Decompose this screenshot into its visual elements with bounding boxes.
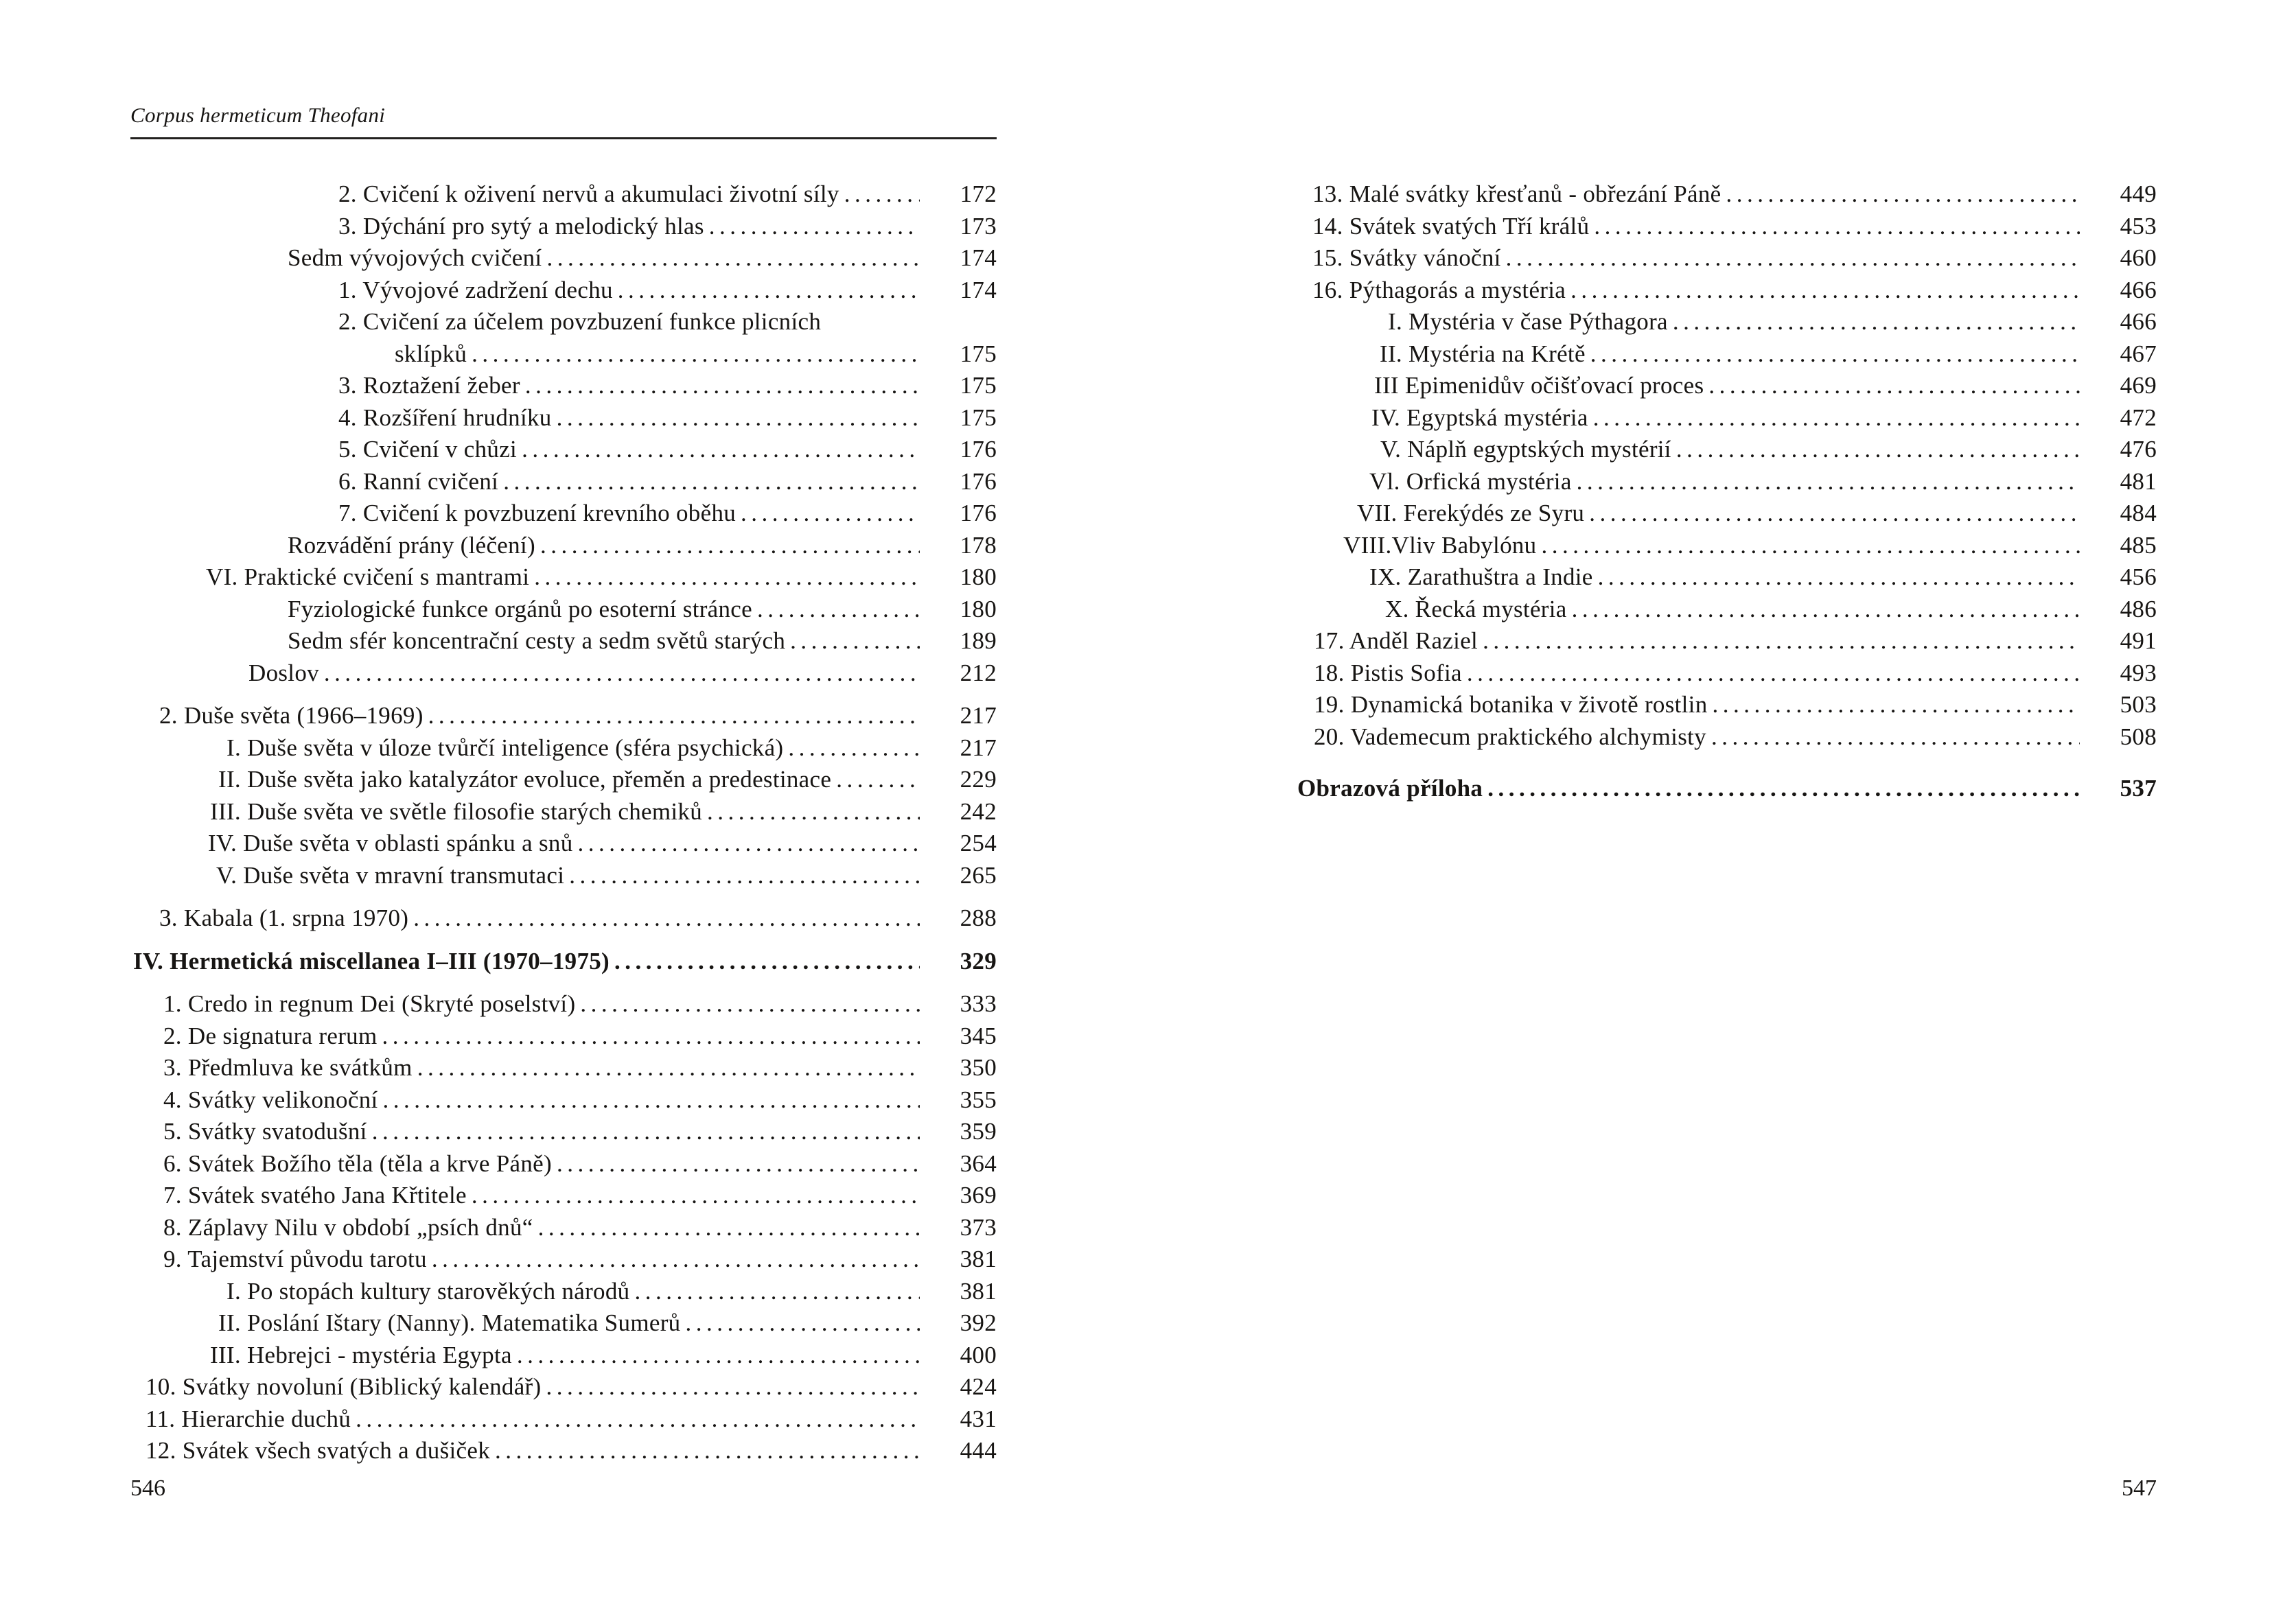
toc-entry-page: 431 bbox=[960, 1405, 997, 1432]
toc-entry-title: 5. Svátky svatodušní bbox=[163, 1118, 367, 1145]
page-number-left: 546 bbox=[130, 1475, 165, 1501]
toc-entry bbox=[130, 1116, 997, 1148]
toc-entry-page: 444 bbox=[960, 1437, 997, 1464]
dot-leader bbox=[1483, 773, 2080, 805]
dot-leader bbox=[552, 402, 920, 434]
toc-entry-title: II. Duše světa jako katalyzátor evoluce, přeměn a predestinace bbox=[218, 766, 832, 793]
toc-entry-page: 173 bbox=[960, 212, 997, 240]
toc-entry-title: Obrazová příloha bbox=[1297, 775, 1483, 802]
toc-entry-title: IV. Hermetická miscellanea I–III (1970–1975) bbox=[133, 947, 610, 975]
toc-entry-title: Sedm vývojových cvičení bbox=[288, 244, 542, 271]
toc-entry-title: 3. Dýchání pro sytý a melodický hlas bbox=[338, 212, 704, 240]
toc-entry-title: Rozvádění prány (léčení) bbox=[288, 531, 535, 559]
toc-entry-title: 14. Svátek svatých Tří králů bbox=[1312, 212, 1590, 240]
toc-entry bbox=[130, 1340, 997, 1372]
toc-entry bbox=[130, 306, 997, 338]
toc-entry bbox=[1297, 434, 2157, 466]
toc-entry-page: 373 bbox=[960, 1213, 997, 1241]
toc-entry bbox=[130, 1276, 997, 1308]
toc-entry bbox=[130, 1244, 997, 1276]
toc-entry-page: 476 bbox=[2120, 436, 2157, 463]
toc-right-page bbox=[1297, 178, 2157, 805]
toc-entry-page: 469 bbox=[2120, 372, 2157, 399]
toc-entry-page: 254 bbox=[960, 830, 997, 856]
dot-leader bbox=[704, 211, 920, 243]
toc-entry-title: 10. Svátky novoluní (Biblický kalendář) bbox=[146, 1373, 542, 1400]
toc-entry-page: 537 bbox=[2120, 775, 2157, 802]
toc-entry bbox=[130, 1212, 997, 1244]
dot-leader bbox=[752, 594, 920, 626]
toc-entry-title: 4. Svátky velikonoční bbox=[163, 1086, 378, 1113]
toc-entry-title: III. Duše světa ve světle filosofie starých chemiků bbox=[210, 797, 703, 825]
dot-leader bbox=[413, 1052, 920, 1084]
toc-entry bbox=[130, 211, 997, 243]
dot-leader bbox=[610, 946, 920, 978]
toc-entry-page: 229 bbox=[960, 766, 997, 793]
toc-entry bbox=[130, 178, 997, 211]
dot-leader bbox=[1572, 466, 2080, 498]
toc-entry-page: 217 bbox=[960, 734, 997, 761]
toc-entry bbox=[130, 402, 997, 434]
toc-entry bbox=[1297, 402, 2157, 434]
toc-entry bbox=[130, 1084, 997, 1117]
toc-entry bbox=[130, 466, 997, 498]
dot-leader bbox=[1501, 242, 2080, 275]
toc-entry-title: Doslov bbox=[248, 659, 319, 686]
dot-leader bbox=[517, 434, 920, 466]
toc-entry-page: 503 bbox=[2120, 691, 2157, 718]
toc-entry-title: 16. Pýthagorás a mystéria bbox=[1312, 276, 1566, 303]
toc-entry-page: 345 bbox=[960, 1022, 997, 1049]
toc-entry-page: 175 bbox=[960, 372, 997, 399]
toc-entry-page: 172 bbox=[960, 180, 997, 207]
running-header bbox=[130, 103, 997, 139]
toc-entry bbox=[130, 594, 997, 626]
toc-entry-title: IV. Egyptská mystéria bbox=[1371, 404, 1588, 431]
toc-entry-page: 212 bbox=[960, 659, 997, 686]
dot-leader bbox=[490, 1435, 920, 1467]
dot-leader bbox=[467, 1180, 920, 1212]
dot-leader bbox=[377, 1020, 920, 1053]
toc-entry bbox=[1297, 594, 2157, 626]
toc-entry-title: 3. Předmluva ke svátkům bbox=[163, 1054, 413, 1081]
dot-leader bbox=[1567, 594, 2080, 626]
toc-entry bbox=[130, 988, 997, 1020]
dot-leader bbox=[1668, 306, 2080, 338]
dot-leader bbox=[1462, 657, 2080, 690]
toc-entry-page: 364 bbox=[960, 1150, 997, 1177]
dot-leader bbox=[512, 1340, 920, 1372]
dot-leader bbox=[367, 1116, 920, 1148]
dot-leader bbox=[467, 338, 920, 371]
toc-entry bbox=[130, 1403, 997, 1436]
toc-entry-page: 180 bbox=[960, 595, 997, 622]
dot-leader bbox=[424, 700, 920, 732]
toc-entry-title: 17. Anděl Raziel bbox=[1314, 627, 1479, 654]
dot-leader bbox=[535, 530, 920, 562]
toc-entry-title: 6. Ranní cvičení bbox=[338, 467, 499, 495]
toc-entry bbox=[1297, 657, 2157, 690]
toc-entry-title: 6. Svátek Božího těla (těla a krve Páně) bbox=[163, 1150, 552, 1177]
toc-entry-page: 460 bbox=[2120, 244, 2157, 271]
dot-leader bbox=[1704, 370, 2080, 402]
toc-entry-page: 484 bbox=[2120, 500, 2157, 526]
dot-leader bbox=[319, 657, 920, 690]
toc-entry bbox=[130, 732, 997, 765]
toc-entry bbox=[130, 860, 997, 892]
toc-entry bbox=[130, 1371, 997, 1403]
toc-entry-page: 333 bbox=[960, 990, 997, 1017]
toc-entry-page: 466 bbox=[2120, 308, 2157, 335]
toc-entry bbox=[130, 946, 997, 978]
toc-entry-page: 180 bbox=[960, 563, 997, 590]
toc-entry bbox=[1297, 370, 2157, 402]
toc-entry-page: 485 bbox=[2120, 531, 2157, 559]
toc-entry-page: 175 bbox=[960, 404, 997, 431]
toc-entry-title: X. Řecká mystéria bbox=[1385, 595, 1567, 622]
toc-entry-title: 1. Credo in regnum Dei (Skryté poselství) bbox=[163, 990, 576, 1017]
dot-leader bbox=[1593, 561, 2080, 594]
toc-entry-page: 449 bbox=[2120, 180, 2157, 207]
toc-entry-title: V. Duše světa v mravní transmutaci bbox=[216, 861, 565, 889]
toc-entry bbox=[130, 1148, 997, 1180]
toc-entry-page: 189 bbox=[960, 627, 997, 654]
toc-entry-title: Sedm sfér koncentrační cesty a sedm světů starých bbox=[288, 627, 786, 654]
dot-leader bbox=[1588, 402, 2080, 434]
toc-entry bbox=[130, 1052, 997, 1084]
toc-entry-title: 1. Vývojové zadržení dechu bbox=[338, 276, 613, 303]
dot-leader bbox=[831, 764, 920, 796]
dot-leader bbox=[680, 1307, 920, 1340]
dot-leader bbox=[736, 498, 920, 530]
toc-entry bbox=[130, 370, 997, 402]
toc-entry bbox=[130, 1180, 997, 1212]
toc-entry-title: 19. Dynamická botanika v životě rostlin bbox=[1314, 691, 1708, 718]
toc-entry-page: 466 bbox=[2120, 276, 2157, 303]
toc-entry-page: 350 bbox=[960, 1054, 997, 1081]
dot-leader bbox=[351, 1403, 920, 1436]
toc-entry-page: 486 bbox=[2120, 595, 2157, 622]
toc-entry bbox=[1297, 530, 2157, 562]
toc-entry bbox=[130, 434, 997, 466]
toc-entry bbox=[130, 1307, 997, 1340]
toc-entry bbox=[130, 902, 997, 935]
toc-entry-page: 176 bbox=[960, 436, 997, 463]
toc-entry-page: 355 bbox=[960, 1086, 997, 1113]
toc-entry-title: II. Poslání Ištary (Nanny). Matematika Sumerů bbox=[218, 1309, 681, 1336]
toc-entry-page: 359 bbox=[960, 1118, 997, 1145]
toc-entry bbox=[1297, 561, 2157, 594]
toc-entry-title: II. Mystéria na Krétě bbox=[1380, 340, 1586, 367]
toc-entry-page: 467 bbox=[2120, 340, 2157, 367]
dot-leader bbox=[783, 732, 920, 765]
dot-leader bbox=[520, 370, 920, 402]
dot-leader bbox=[785, 625, 920, 657]
dot-leader bbox=[1721, 178, 2080, 211]
toc-entry-page: 178 bbox=[960, 531, 997, 559]
toc-entry-page: 217 bbox=[960, 702, 997, 729]
toc-entry-page: 392 bbox=[960, 1309, 997, 1336]
dot-leader bbox=[529, 561, 920, 594]
toc-entry bbox=[1297, 338, 2157, 371]
toc-entry-title: 13. Malé svátky křesťanů - obřezání Páně bbox=[1312, 180, 1721, 207]
toc-entry-page: 176 bbox=[960, 467, 997, 495]
dot-leader bbox=[1478, 625, 2080, 657]
dot-leader bbox=[573, 828, 920, 860]
toc-entry-page: 456 bbox=[2120, 563, 2157, 590]
toc-entry-title: 2. Duše světa (1966–1969) bbox=[159, 702, 424, 729]
dot-leader bbox=[1706, 721, 2080, 754]
toc-entry bbox=[1297, 721, 2157, 754]
toc-entry bbox=[130, 561, 997, 594]
dot-leader bbox=[541, 1371, 920, 1403]
toc-entry bbox=[130, 625, 997, 657]
toc-entry-title: 2. Cvičení za účelem povzbuzení funkce plicních bbox=[338, 308, 822, 335]
toc-entry bbox=[130, 275, 997, 307]
toc-entry-page: 329 bbox=[960, 947, 997, 975]
toc-entry-title: I. Duše světa v úloze tvůrčí inteligence (sféra psychická) bbox=[227, 734, 784, 761]
toc-entry-title: 9. Tajemství původu tarotu bbox=[163, 1246, 427, 1272]
toc-entry bbox=[1297, 498, 2157, 530]
toc-entry bbox=[130, 828, 997, 860]
page-number-right: 547 bbox=[2122, 1475, 2157, 1501]
toc-entry-title: Vl. Orfická mystéria bbox=[1369, 467, 1572, 495]
toc-entry-title: 8. Záplavy Nilu v období „psích dnů“ bbox=[163, 1213, 533, 1241]
toc-entry-title: I. Po stopách kultury starověkých národů bbox=[227, 1277, 630, 1305]
dot-leader bbox=[613, 275, 920, 307]
toc-entry-title: Fyziologické funkce orgánů po esoterní stránce bbox=[288, 595, 752, 622]
running-header-text: Corpus hermeticum Theofani bbox=[130, 103, 386, 127]
toc-entry-title: 4. Rozšíření hrudníku bbox=[338, 404, 552, 431]
dot-leader bbox=[533, 1212, 920, 1244]
toc-entry bbox=[130, 1435, 997, 1467]
toc-entry-title: 2. De signatura rerum bbox=[163, 1022, 378, 1049]
toc-entry-page: 381 bbox=[960, 1277, 997, 1305]
toc-entry-page: 400 bbox=[960, 1341, 997, 1368]
dot-leader bbox=[839, 178, 920, 211]
dot-leader bbox=[427, 1244, 920, 1276]
toc-entry-title: IX. Zarathuštra a Indie bbox=[1369, 563, 1593, 590]
toc-entry-page: 175 bbox=[960, 340, 997, 367]
toc-entry-title: 3. Kabala (1. srpna 1970) bbox=[159, 905, 409, 931]
dot-leader bbox=[498, 466, 920, 498]
toc-entry bbox=[1297, 178, 2157, 211]
dot-leader bbox=[564, 860, 920, 892]
dot-leader bbox=[1671, 434, 2080, 466]
toc-entry bbox=[1297, 625, 2157, 657]
toc-entry bbox=[130, 338, 997, 371]
toc-entry-title: VIII.Vliv Babylónu bbox=[1343, 531, 1537, 559]
toc-entry-title: 3. Roztažení žeber bbox=[338, 372, 520, 399]
dot-leader bbox=[702, 796, 920, 828]
toc-entry-title: VI. Praktické cvičení s mantrami bbox=[206, 563, 530, 590]
toc-entry-title: 7. Svátek svatého Jana Křtitele bbox=[163, 1182, 467, 1209]
toc-entry-title: I. Mystéria v čase Pýthagora bbox=[1388, 308, 1668, 335]
toc-entry bbox=[130, 498, 997, 530]
toc-entry-page: 491 bbox=[2120, 627, 2157, 654]
toc-entry-page: 424 bbox=[960, 1373, 997, 1400]
toc-left-page bbox=[130, 178, 997, 1467]
toc-entry-title: 11. Hierarchie duchů bbox=[146, 1405, 351, 1432]
toc-entry bbox=[130, 530, 997, 562]
toc-entry-page: 508 bbox=[2120, 723, 2157, 750]
toc-entry-title: 5. Cvičení v chůzi bbox=[338, 436, 518, 463]
toc-entry-page: 381 bbox=[960, 1246, 997, 1272]
toc-entry bbox=[1297, 689, 2157, 721]
dot-leader bbox=[1589, 211, 2080, 243]
toc-entry-title: III Epimenidův očišťovací proces bbox=[1374, 372, 1704, 399]
toc-entry-title: V. Náplň egyptských mystérií bbox=[1380, 436, 1671, 463]
dot-leader bbox=[408, 902, 920, 935]
toc-entry-title: 7. Cvičení k povzbuzení krevního oběhu bbox=[338, 500, 737, 526]
toc-entry-page: 174 bbox=[960, 244, 997, 271]
toc-entry-title: III. Hebrejci - mystéria Egypta bbox=[210, 1341, 512, 1368]
toc-entry-title: sklípků bbox=[395, 340, 467, 367]
dot-leader bbox=[1566, 275, 2080, 307]
toc-entry bbox=[1297, 773, 2157, 805]
toc-entry-page: 453 bbox=[2120, 212, 2157, 240]
dot-leader bbox=[1584, 498, 2080, 530]
toc-entry-page: 176 bbox=[960, 500, 997, 526]
toc-entry-page: 174 bbox=[960, 276, 997, 303]
toc-entry-title: 18. Pistis Sofia bbox=[1314, 659, 1462, 686]
toc-entry bbox=[1297, 242, 2157, 275]
toc-entry bbox=[130, 1020, 997, 1053]
toc-entry-page: 242 bbox=[960, 797, 997, 825]
toc-entry bbox=[130, 242, 997, 275]
dot-leader bbox=[1708, 689, 2080, 721]
toc-entry-page: 493 bbox=[2120, 659, 2157, 686]
dot-leader bbox=[542, 242, 920, 275]
toc-entry bbox=[1297, 466, 2157, 498]
toc-entry bbox=[1297, 306, 2157, 338]
toc-entry-title: 12. Svátek všech svatých a dušiček bbox=[146, 1437, 491, 1464]
toc-entry bbox=[1297, 275, 2157, 307]
toc-entry-page: 369 bbox=[960, 1182, 997, 1209]
dot-leader bbox=[1586, 338, 2080, 371]
toc-entry-page: 265 bbox=[960, 861, 997, 889]
toc-entry-title: IV. Duše světa v oblasti spánku a snů bbox=[208, 830, 573, 856]
toc-entry-title: VII. Ferekýdés ze Syru bbox=[1357, 500, 1585, 526]
toc-entry bbox=[1297, 211, 2157, 243]
dot-leader bbox=[1536, 530, 2080, 562]
toc-entry-page: 472 bbox=[2120, 404, 2157, 431]
dot-leader bbox=[552, 1148, 920, 1180]
toc-entry-page: 481 bbox=[2120, 467, 2157, 495]
toc-entry bbox=[130, 796, 997, 828]
toc-entry bbox=[130, 764, 997, 796]
toc-entry-title: 15. Svátky vánoční bbox=[1312, 244, 1501, 271]
dot-leader bbox=[629, 1276, 920, 1308]
toc-entry bbox=[130, 700, 997, 732]
dot-leader bbox=[575, 988, 920, 1020]
toc-entry-title: 2. Cvičení k oživení nervů a akumulaci životní síly bbox=[338, 180, 839, 207]
dot-leader bbox=[378, 1084, 920, 1117]
toc-entry bbox=[130, 657, 997, 690]
toc-entry-title: 20. Vademecum praktického alchymisty bbox=[1314, 723, 1706, 750]
toc-entry-page: 288 bbox=[960, 905, 997, 931]
